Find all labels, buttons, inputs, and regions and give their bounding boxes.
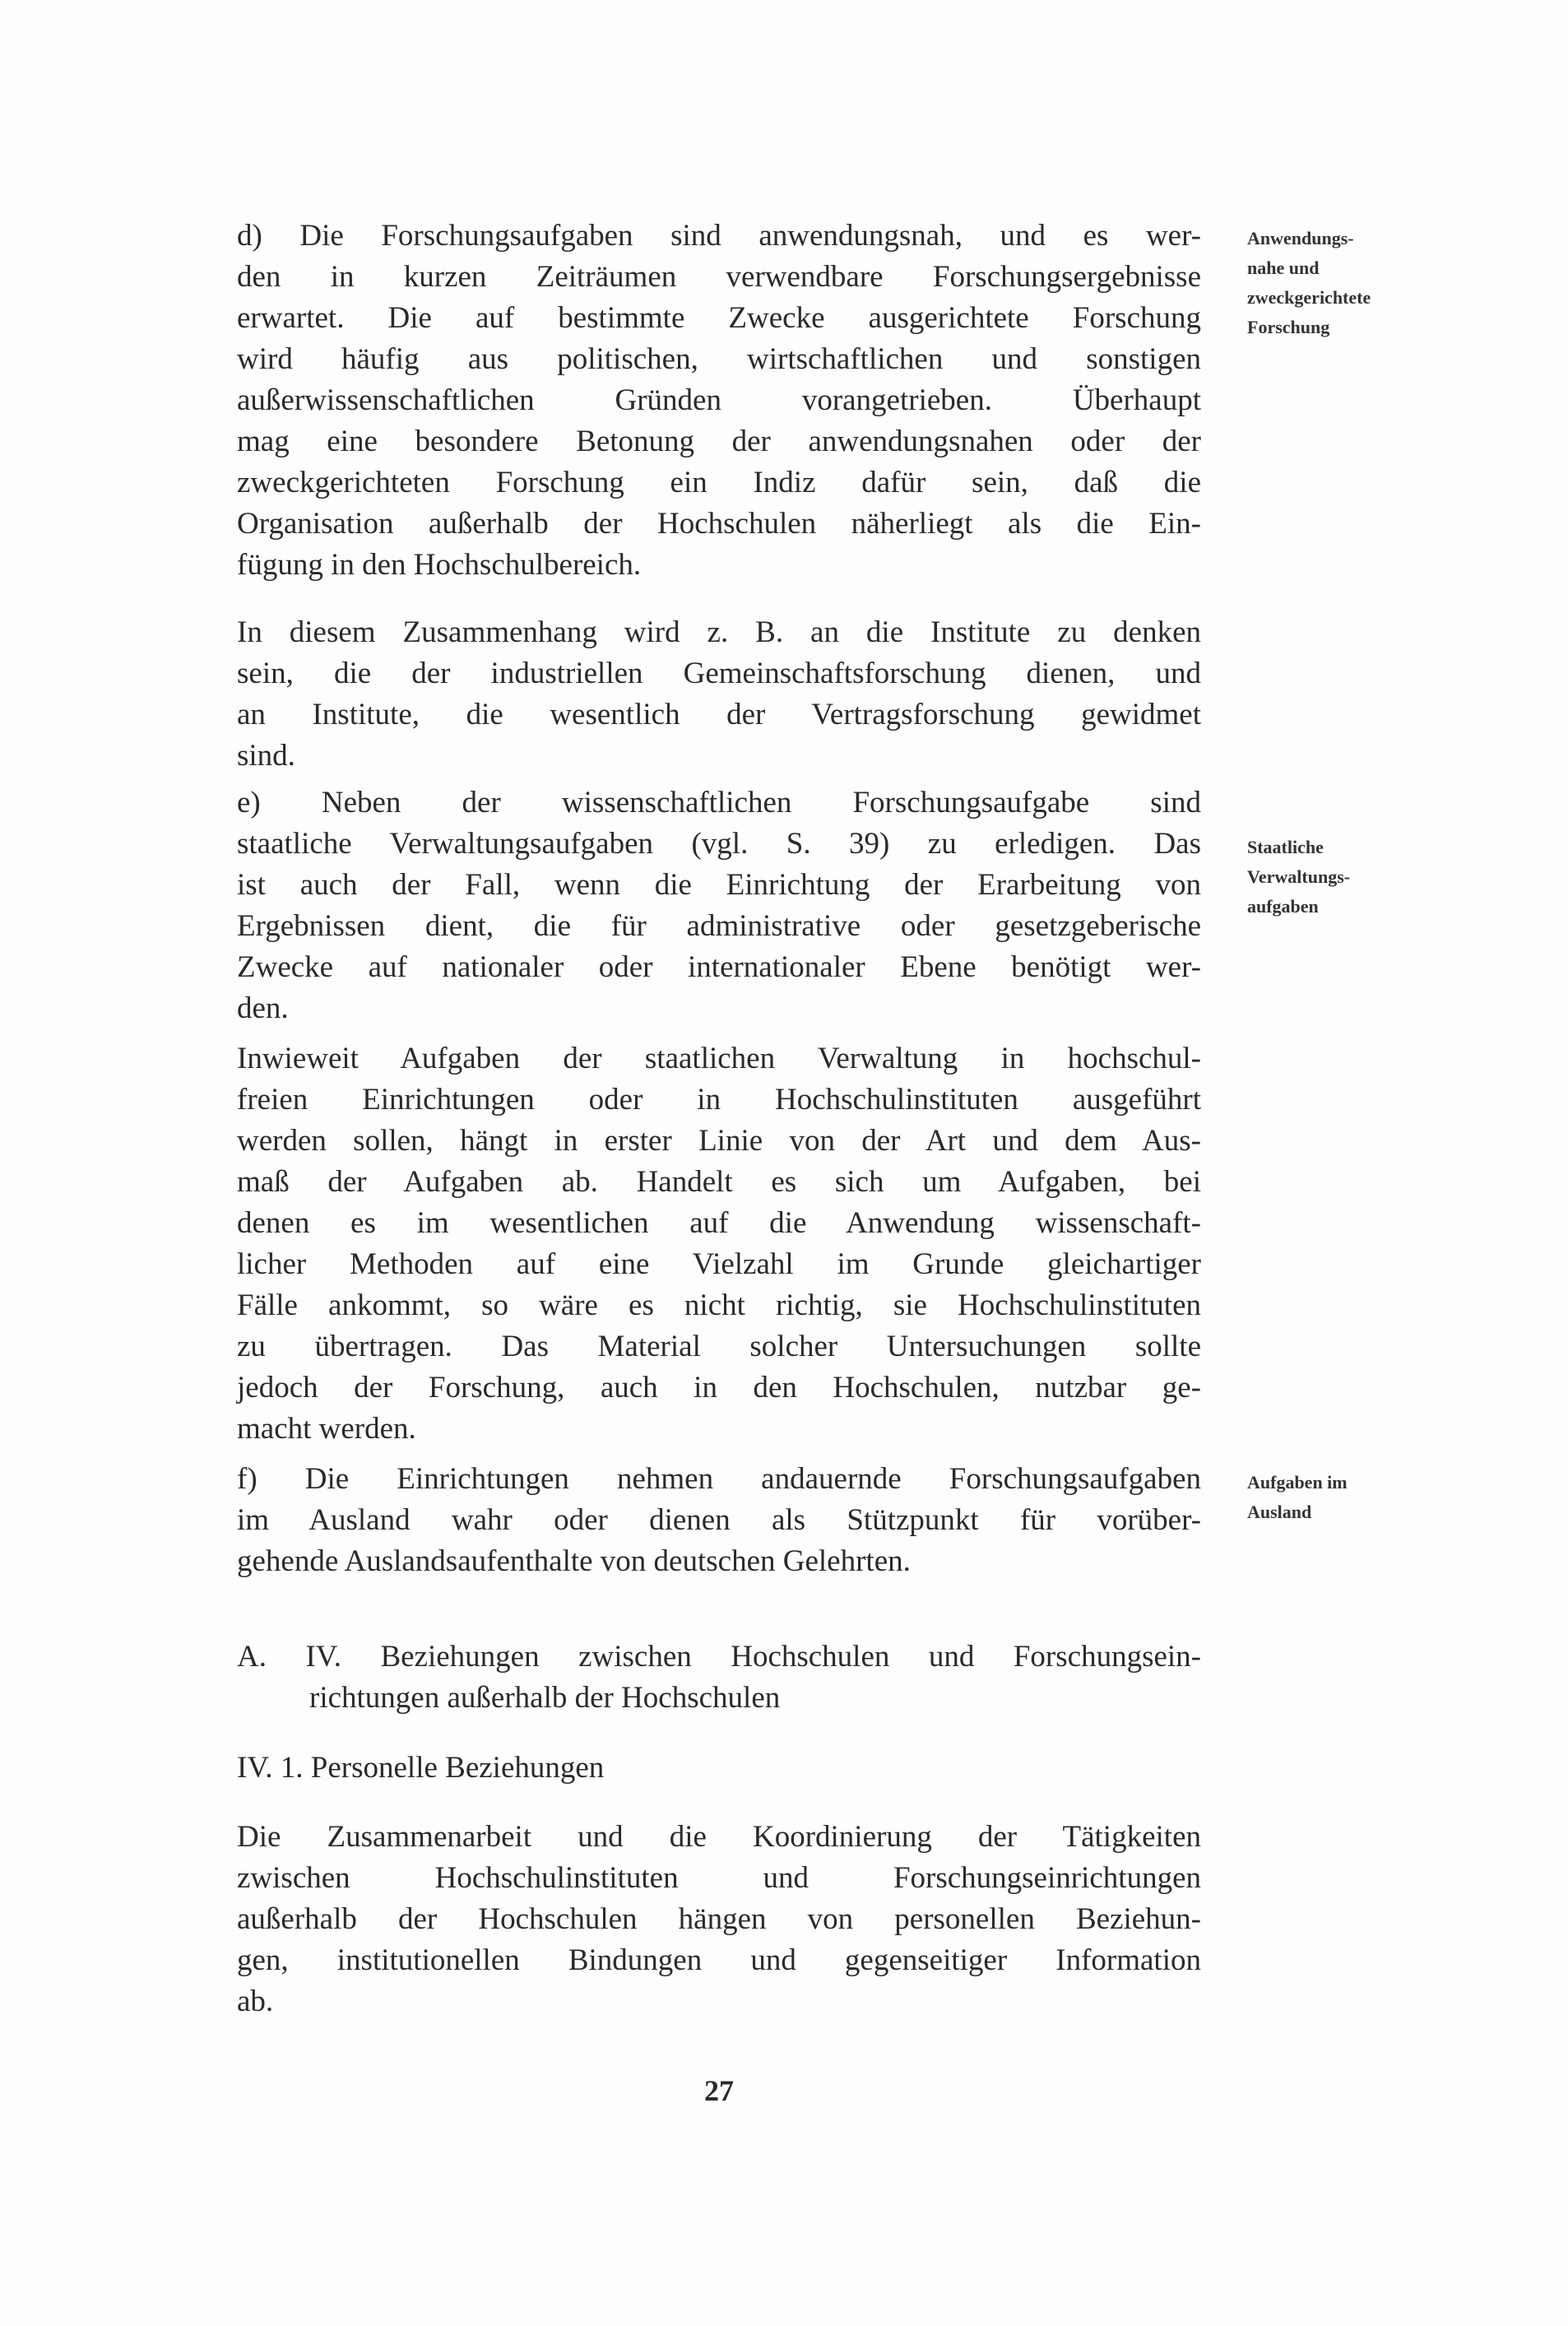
margin-note-line: Verwaltungs- — [1247, 866, 1351, 887]
text-line: e) Neben der wissenschaftlichen Forschungsaufgabe sind — [237, 786, 1201, 819]
text-line: Zwecke auf nationaler oder internationaler Ebene benötigt wer- — [237, 950, 1201, 984]
text-line: Ergebnissen dient, die für administrative oder gesetzgeberische — [237, 909, 1201, 943]
paragraph-e — [237, 782, 1201, 1029]
paragraph-institutes — [237, 612, 1201, 777]
section-heading — [237, 1637, 1201, 1719]
margin-note-line: Staatliche — [1247, 837, 1324, 857]
margin-note-line: aufgaben — [1247, 896, 1319, 917]
text-line: Fälle ankommt, so wäre es nicht richtig, sie Hochschulinstituten — [237, 1288, 1201, 1322]
text-line: außerwissenschaftlichen Gründen vorangetrieben. Überhaupt — [237, 383, 1201, 417]
margin-note-applied-research — [1247, 224, 1371, 342]
text-line: jedoch der Forschung, auch in den Hochschulen, nutzbar ge- — [237, 1371, 1201, 1404]
margin-note-line: nahe und — [1247, 258, 1320, 278]
margin-note-line: Aufgaben im — [1247, 1472, 1348, 1493]
text-line: zwischen Hochschulinstituten und Forschungseinrichtungen — [237, 1861, 1201, 1895]
text-line: zu übertragen. Das Material solcher Untersuchungen sollte — [237, 1330, 1201, 1363]
section-heading-line: richtungen außerhalb der Hochschulen — [309, 1681, 781, 1715]
margin-note-administrative-tasks — [1247, 833, 1350, 922]
text-line: In diesem Zusammenhang wird z. B. an die Institute zu denken — [237, 615, 1201, 649]
paragraph-cooperation — [237, 1817, 1201, 2022]
text-line: wird häufig aus politischen, wirtschaftlichen und sonstigen — [237, 342, 1201, 376]
paragraph-f — [237, 1459, 1201, 1582]
text-line: außerhalb der Hochschulen hängen von personellen Beziehun- — [237, 1902, 1201, 1936]
text-line: d) Die Forschungsaufgaben sind anwendungsnah, und es wer- — [237, 219, 1201, 253]
text-line: gen, institutionellen Bindungen und gegenseitiger Information — [237, 1943, 1201, 1977]
subsection-heading-text: IV. 1. Personelle Beziehungen — [237, 1751, 605, 1785]
paragraph-d — [237, 216, 1201, 586]
text-line: im Ausland wahr oder dienen als Stützpunkt für vorüber- — [237, 1503, 1201, 1537]
text-line: ist auch der Fall, wenn die Einrichtung der Erarbeitung von — [237, 868, 1201, 902]
section-heading-line: A. IV. Beziehungen zwischen Hochschulen und Forschungsein- — [237, 1640, 1201, 1674]
paragraph-administration — [237, 1038, 1201, 1450]
text-line: an Institute, die wesentlich der Vertragsforschung gewidmet — [237, 698, 1201, 731]
text-line: erwartet. Die auf bestimmte Zwecke ausgerichtete Forschung — [237, 301, 1201, 335]
margin-note-line: Anwendungs- — [1247, 228, 1354, 248]
text-line: f) Die Einrichtungen nehmen andauernde Forschungsaufgaben — [237, 1462, 1201, 1496]
text-line: werden sollen, hängt in erster Linie von der Art und dem Aus- — [237, 1124, 1201, 1158]
text-line: mag eine besondere Betonung der anwendungsnahen oder der — [237, 425, 1201, 458]
text-line: macht werden. — [237, 1412, 416, 1446]
text-line: ab. — [237, 1985, 274, 2018]
text-line: den. — [237, 991, 289, 1025]
text-line: maß der Aufgaben ab. Handelt es sich um Aufgaben, bei — [237, 1165, 1201, 1199]
text-line: Organisation außerhalb der Hochschulen näherliegt als die Ein- — [237, 507, 1201, 541]
text-line: freien Einrichtungen oder in Hochschulinstituten ausgeführt — [237, 1083, 1201, 1117]
margin-note-line: Forschung — [1247, 317, 1330, 337]
text-line: denen es im wesentlichen auf die Anwendung wissenschaft- — [237, 1206, 1201, 1240]
text-line: sind. — [237, 739, 295, 773]
page-number: 27 — [704, 2074, 734, 2107]
text-line: zweckgerichteten Forschung ein Indiz dafür sein, daß die — [237, 466, 1201, 499]
text-line: Inwieweit Aufgaben der staatlichen Verwaltung in hochschul- — [237, 1042, 1201, 1075]
text-line: staatliche Verwaltungsaufgaben (vgl. S. 39) zu erledigen. Das — [237, 827, 1201, 861]
text-line: sein, die der industriellen Gemeinschaftsforschung dienen, und — [237, 657, 1201, 690]
margin-note-line: Ausland — [1247, 1502, 1312, 1522]
margin-note-line: zweckgerichtete — [1247, 287, 1371, 308]
margin-note-abroad — [1247, 1468, 1348, 1527]
text-line: Die Zusammenarbeit und die Koordinierung der Tätigkeiten — [237, 1820, 1201, 1854]
text-line: gehende Auslandsaufenthalte von deutschen Gelehrten. — [237, 1544, 911, 1578]
text-line: den in kurzen Zeiträumen verwendbare Forschungsergebnisse — [237, 260, 1201, 294]
text-line: licher Methoden auf eine Vielzahl im Grunde gleichartiger — [237, 1247, 1201, 1281]
subsection-heading — [237, 1748, 1201, 1789]
text-line: fügung in den Hochschulbereich. — [237, 548, 642, 582]
